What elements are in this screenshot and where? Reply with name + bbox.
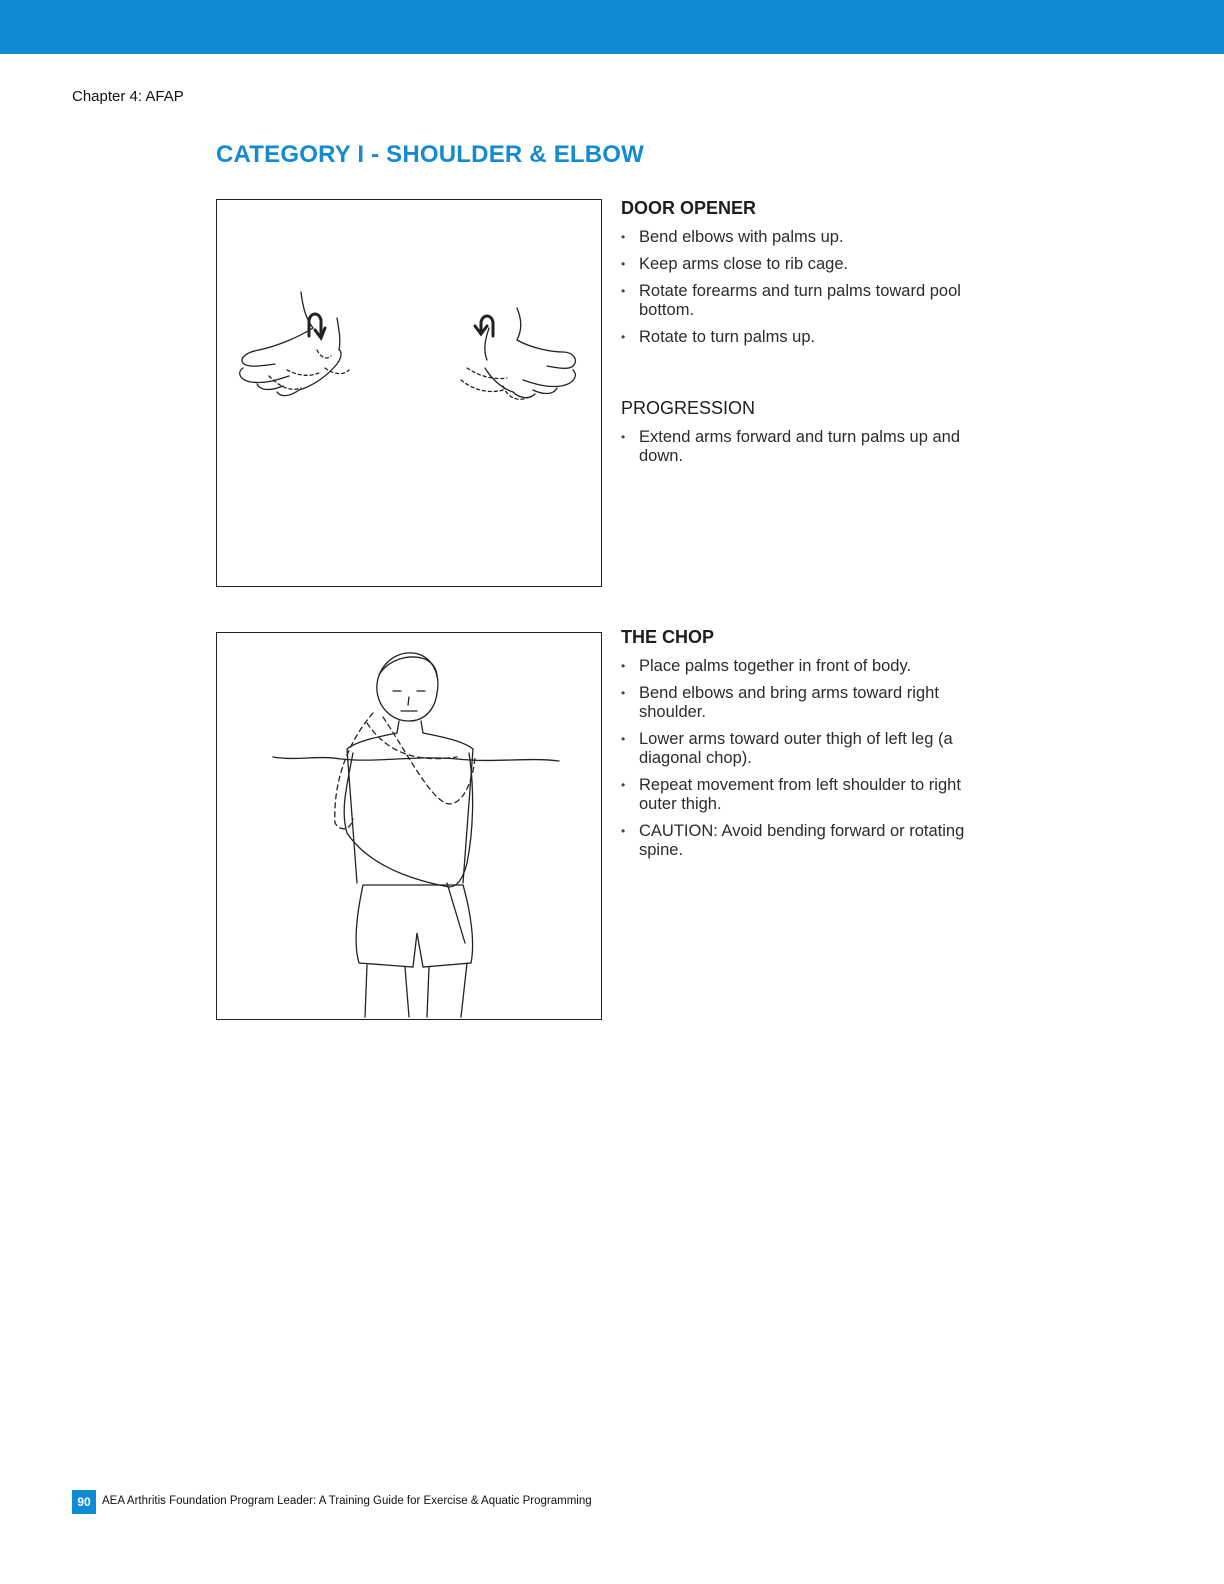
list-item bbox=[621, 282, 991, 320]
bullet-icon: • bbox=[621, 659, 626, 673]
page-number: 90 bbox=[72, 1490, 96, 1514]
exercise-title: DOOR OPENER bbox=[621, 198, 757, 218]
list-item bbox=[621, 776, 991, 814]
list-item-text: Rotate to turn palms up. bbox=[639, 328, 816, 346]
bullet-icon: • bbox=[621, 284, 626, 298]
list-item-text: CAUTION: Avoid bending forward or rotating spine. bbox=[639, 822, 965, 859]
list-item-text: Lower arms toward outer thigh of left leg (a diagonal chop). bbox=[639, 730, 953, 767]
list-item bbox=[621, 428, 991, 466]
list-item-text: Repeat movement from left shoulder to right outer thigh. bbox=[639, 776, 961, 813]
bullet-icon: • bbox=[621, 257, 626, 271]
list-item-text: Bend elbows and bring arms toward right shoulder. bbox=[639, 684, 939, 721]
list-item bbox=[621, 684, 991, 722]
door-opener-illustration bbox=[216, 199, 602, 587]
list-item bbox=[621, 328, 991, 347]
bullet-icon: • bbox=[621, 330, 626, 344]
bullet-icon: • bbox=[621, 824, 626, 838]
list-item-text: Rotate forearms and turn palms toward pool bottom. bbox=[639, 282, 961, 319]
list-item bbox=[621, 657, 991, 676]
list-item-text: Place palms together in front of body. bbox=[639, 657, 912, 675]
instruction-list bbox=[621, 228, 991, 347]
list-item bbox=[621, 822, 991, 860]
footer-text: AEA Arthritis Foundation Program Leader: A Training Guide for Exercise & Aquatic Programming bbox=[102, 1495, 592, 1507]
instruction-list bbox=[621, 657, 991, 860]
figure-drawing bbox=[217, 633, 601, 1019]
the-chop-section bbox=[621, 627, 991, 868]
bullet-icon: • bbox=[621, 778, 626, 792]
hands-drawing bbox=[217, 200, 601, 586]
bullet-icon: • bbox=[621, 430, 626, 444]
progression-title: PROGRESSION bbox=[621, 398, 756, 418]
list-item-text: Extend arms forward and turn palms up and down. bbox=[639, 428, 961, 465]
progression-list bbox=[621, 428, 991, 466]
list-item-text: Bend elbows with palms up. bbox=[639, 228, 844, 246]
bullet-icon: • bbox=[621, 732, 626, 746]
door-opener-section bbox=[621, 198, 991, 355]
category-title: CATEGORY I - SHOULDER & ELBOW bbox=[216, 141, 645, 168]
list-item bbox=[621, 255, 991, 274]
chapter-label: Chapter 4: AFAP bbox=[72, 88, 184, 105]
top-color-bar bbox=[0, 0, 1224, 54]
exercise-title: THE CHOP bbox=[621, 627, 715, 647]
progression-section bbox=[621, 398, 991, 474]
bullet-icon: • bbox=[621, 230, 626, 244]
bullet-icon: • bbox=[621, 686, 626, 700]
list-item-text: Keep arms close to rib cage. bbox=[639, 255, 849, 273]
list-item bbox=[621, 730, 991, 768]
the-chop-illustration bbox=[216, 632, 602, 1020]
list-item bbox=[621, 228, 991, 247]
